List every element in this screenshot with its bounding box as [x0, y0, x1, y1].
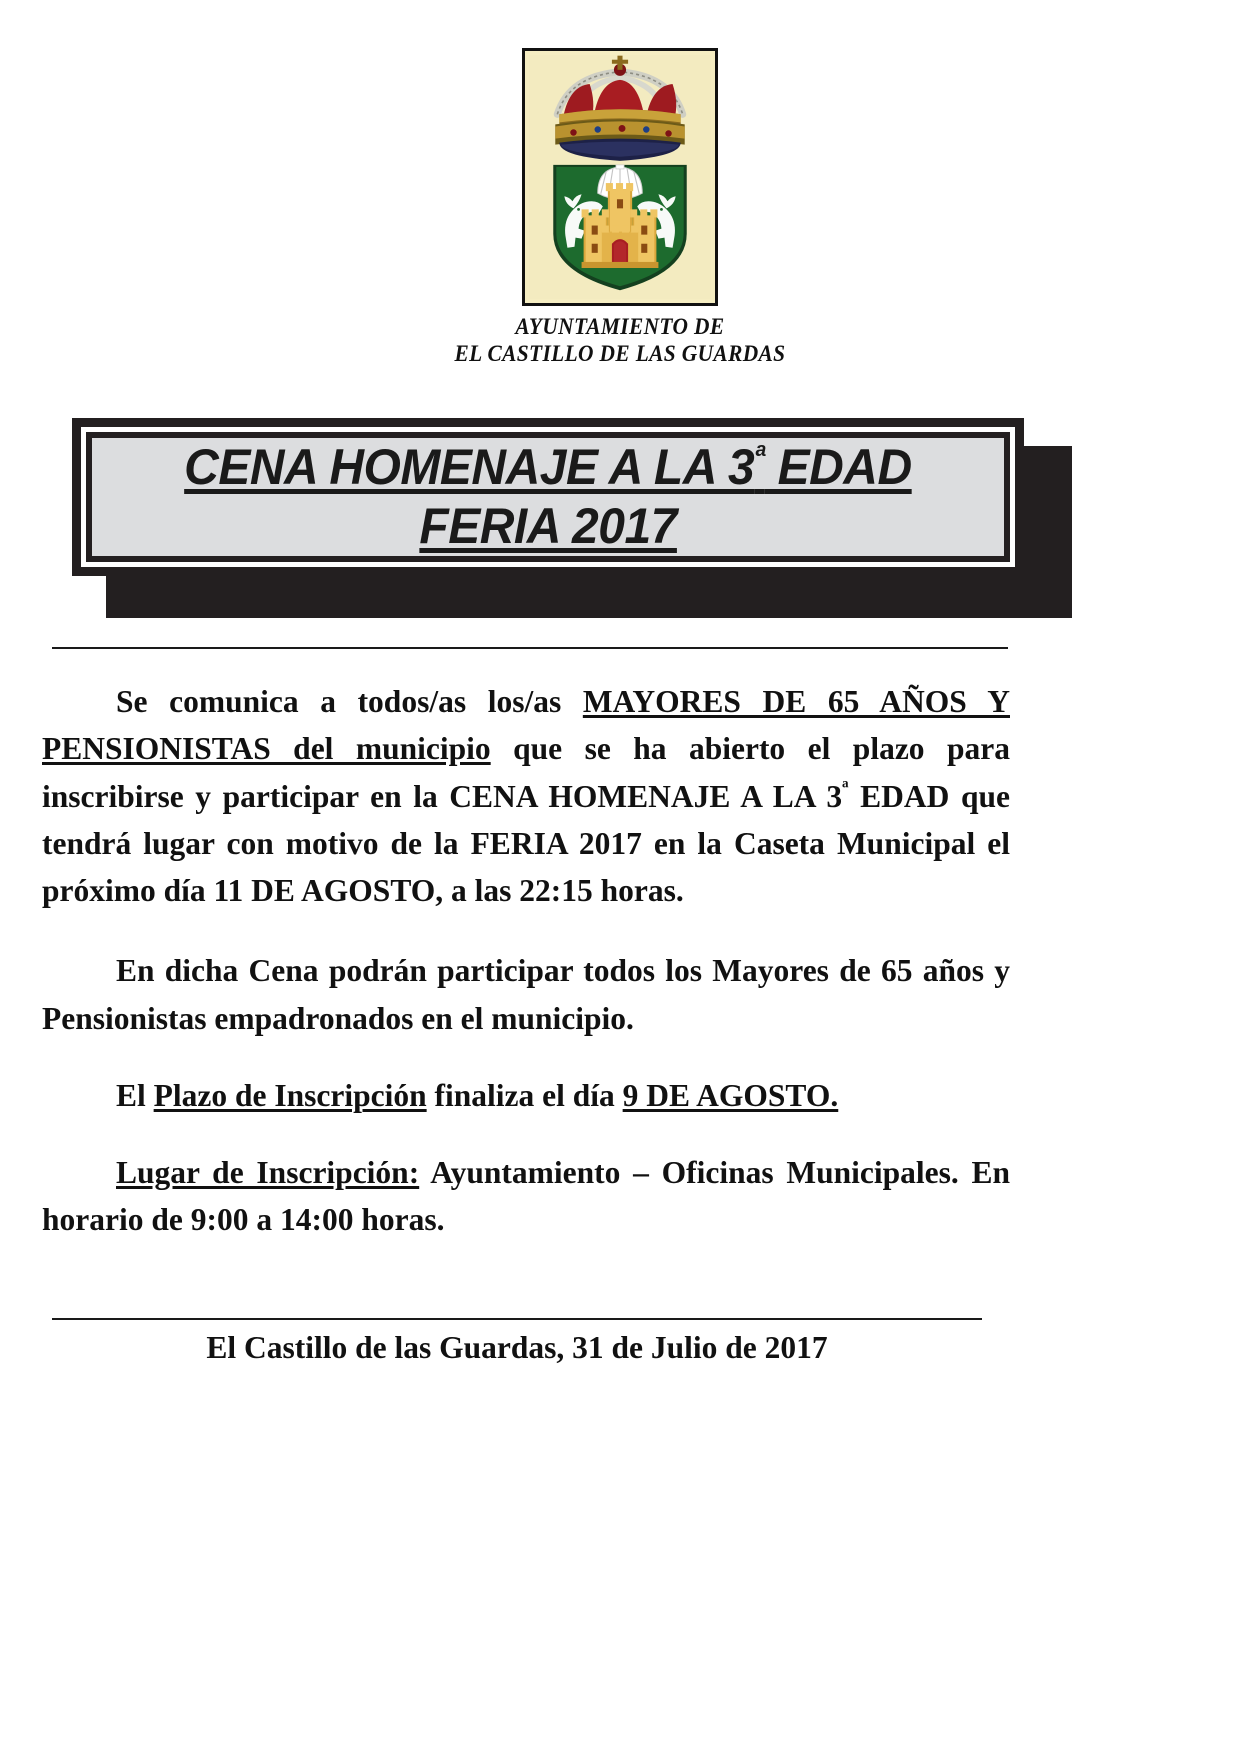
p1-segment-5: EDAD que tendrá lugar con motivo de la FERIA 2017 en la Caseta Municipal el próximo día 11 DE AGOSTO, a las 22:15 horas.: [42, 778, 1011, 908]
poster-title-prefix: CENA HOMENAJE A LA 3: [184, 439, 755, 495]
p3-emphasis-deadline-date: 9 DE AGOSTO.: [622, 1077, 839, 1113]
paragraph-location: [42, 1149, 1010, 1244]
poster-title-ordinal: ª: [754, 438, 765, 474]
p1-segment-3: que se ha abierto el plazo para inscribirse y participar en la CENA HOMENAJE A LA 3: [42, 731, 1010, 814]
title-plaque: [72, 418, 1072, 618]
p1-ordinal: ª: [842, 776, 849, 800]
p1-emphasis-eligibility: MAYORES DE 65 AÑOS Y PENSIONISTAS del municipio: [42, 684, 1010, 767]
org-name-line-1: AYUNTAMIENTO DE: [515, 314, 725, 339]
p4-segment-2: Ayuntamiento – Oficinas Municipales. En horario de 9:00 a 14:00 horas.: [42, 1155, 1010, 1238]
p2-segment-1: En dicha Cena podrán participar todos los Mayores de 65 años y Pensionistas empadronados en el municipio.: [42, 953, 1010, 1036]
poster-title-line-2: FERIA 2017: [419, 498, 677, 554]
p1-segment-1: Se comunica a todos/as los/as: [116, 684, 583, 719]
coat-of-arms-frame: [522, 48, 718, 306]
divider-top: [52, 647, 1008, 649]
p4-emphasis-location-label: Lugar de Inscripción:: [116, 1155, 420, 1190]
organisation-header: [442, 313, 798, 367]
paragraph-participants: [42, 947, 1010, 1042]
p3-emphasis-registration-period: Plazo de Inscripción: [153, 1077, 427, 1113]
poster-title-suffix: EDAD: [764, 439, 912, 495]
paragraph-deadline: [42, 1072, 1010, 1119]
announcement-body: [42, 678, 1010, 1244]
divider-bottom: [52, 1318, 982, 1320]
letterhead: [0, 48, 1240, 367]
org-name-line-2: EL CASTILLO DE LAS GUARDAS: [454, 341, 786, 367]
plaque-inner-panel: [86, 432, 1010, 562]
plaque-outer-border: [72, 418, 1024, 576]
p3-segment-3: finaliza el día: [426, 1077, 623, 1113]
p3-segment-1: El: [116, 1077, 154, 1113]
paragraph-announcement: [42, 678, 1010, 914]
coat-of-arms: [529, 55, 711, 299]
coat-of-arms-icon: [529, 55, 711, 299]
poster-title-line-1: [184, 438, 912, 497]
signature-date: El Castillo de las Guardas, 31 de Julio de 2017: [206, 1330, 828, 1365]
